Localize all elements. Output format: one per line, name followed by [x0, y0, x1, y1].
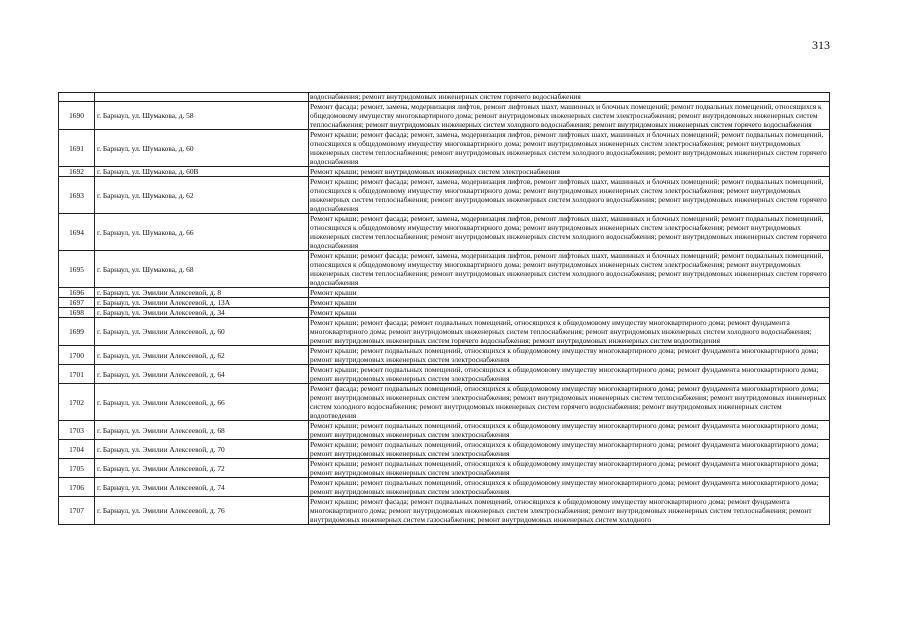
table-row [59, 459, 830, 478]
table-row [59, 167, 830, 177]
address-cell [95, 93, 309, 102]
table-row [59, 298, 830, 308]
table-row [59, 288, 830, 298]
work-types-cell: Ремонт крыши; ремонт внутридомовых инженерных систем электроснабжения [309, 167, 830, 177]
address-cell: г. Барнаул, ул. Эмилии Алексеевой, д. 60 [95, 318, 309, 346]
address-cell: г. Барнаул, ул. Шумакова, д. 66 [95, 214, 309, 251]
row-number-cell: 1691 [59, 130, 95, 167]
work-types-cell: Ремонт крыши; ремонт фасада; ремонт подвальных помещений, относящихся к общедомовому имуществу многоквартирного дома; ремонт фундамента многоквартирного дома; ремонт внутридомовых инженерных систем теплоснабжения; ремонт внутридомовых инженерных систем холодного водоснабжения; ремонт внутридомовых инженерных систем горячего водоснабжения; ремонт внутридомовых инженерных систем водоотведения [309, 318, 830, 346]
address-cell: г. Барнаул, ул. Шумакова, д. 68 [95, 251, 309, 288]
row-number-cell: 1692 [59, 167, 95, 177]
address-cell: г. Барнаул, ул. Эмилии Алексеевой, д. 72 [95, 459, 309, 478]
address-cell: г. Барнаул, ул. Шумакова, д. 58 [95, 102, 309, 130]
work-types-cell: Ремонт фасада; ремонт подвальных помещений, относящихся к общедомовому имуществу многоквартирного дома; ремонт фундамента многоквартирного дома; ремонт внутридомовых инженерных систем электроснабжения; ремонт внутридомовых инженерных систем теплоснабжения; ремонт внутридомовых инженерных систем холодного водоснабжения; ремонт внутридомовых инженерных систем горячего водоснабжения; ремонт внутридомовых инженерных систем водоотведения [309, 384, 830, 421]
row-number-cell: 1702 [59, 384, 95, 421]
row-number-cell: 1690 [59, 102, 95, 130]
address-cell: г. Барнаул, ул. Эмилии Алексеевой, д. 8 [95, 288, 309, 298]
table-row [59, 384, 830, 421]
address-cell: г. Барнаул, ул. Эмилии Алексеевой, д. 34 [95, 308, 309, 318]
row-number-cell: 1703 [59, 421, 95, 440]
table-row [59, 93, 830, 102]
table-row [59, 214, 830, 251]
work-types-cell: водоснабжения; ремонт внутридомовых инженерных систем горячего водоснабжения [309, 93, 830, 102]
work-types-cell: Ремонт крыши; ремонт фасада; ремонт, замена, модернизация лифтов, ремонт лифтовых шахт, машинных и блочных помещений; ремонт подвальных помещений, относящихся к общедомовому имуществу многоквартирного дома; ремонт внутридомовых инженерных систем электроснабжения; ремонт внутридомовых инженерных систем теплоснабжения; ремонт внутридомовых инженерных систем холодного водоснабжения; ремонт внутридомовых инженерных систем горячего водоснабжения [309, 130, 830, 167]
address-cell: г. Барнаул, ул. Эмилии Алексеевой, д. 68 [95, 421, 309, 440]
work-types-cell: Ремонт фасада; ремонт, замена, модернизация лифтов, ремонт лифтовых шахт, машинных и блочных помещений; ремонт подвальных помещений, относящихся к общедомовому имуществу многоквартирного дома; ремонт внутридомовых инженерных систем электроснабжения; ремонт внутридомовых инженерных систем теплоснабжения; ремонт внутридомовых инженерных систем холодного водоснабжения; ремонт внутридомовых инженерных систем горячего водоснабжения [309, 102, 830, 130]
table-row [59, 251, 830, 288]
row-number-cell: 1697 [59, 298, 95, 308]
work-types-cell: Ремонт крыши; ремонт подвальных помещений, относящихся к общедомовому имуществу многоквартирного дома; ремонт фундамента многоквартирного дома; ремонт внутридомовых инженерных систем электроснабжения [309, 421, 830, 440]
table-row [59, 478, 830, 497]
work-types-cell: Ремонт крыши [309, 308, 830, 318]
row-number-cell: 1693 [59, 177, 95, 214]
work-types-cell: Ремонт крыши; ремонт фасада; ремонт, замена, модернизация лифтов, ремонт лифтовых шахт, машинных и блочных помещений; ремонт подвальных помещений, относящихся к общедомовому имуществу многоквартирного дома; ремонт внутридомовых инженерных систем электроснабжения; ремонт внутридомовых инженерных систем теплоснабжения; ремонт внутридомовых инженерных систем холодного водоснабжения; ремонт внутридомовых инженерных систем горячего водоснабжения [309, 214, 830, 251]
table-row [59, 365, 830, 384]
table-row [59, 421, 830, 440]
table-row [59, 497, 830, 525]
address-cell: г. Барнаул, ул. Эмилии Алексеевой, д. 13А [95, 298, 309, 308]
row-number-cell: 1694 [59, 214, 95, 251]
row-number-cell [59, 93, 95, 102]
work-types-cell: Ремонт крыши; ремонт фасада; ремонт, замена, модернизация лифтов, ремонт лифтовых шахт, машинных и блочных помещений; ремонт подвальных помещений, относящихся к общедомовому имуществу многоквартирного дома; ремонт внутридомовых инженерных систем электроснабжения; ремонт внутридомовых инженерных систем теплоснабжения; ремонт внутридомовых инженерных систем холодного водоснабжения; ремонт внутридомовых инженерных систем горячего водоснабжения [309, 251, 830, 288]
table-row [59, 130, 830, 167]
work-types-cell: Ремонт крыши; ремонт подвальных помещений, относящихся к общедомовому имуществу многоквартирного дома; ремонт фундамента многоквартирного дома; ремонт внутридомовых инженерных систем электроснабжения [309, 346, 830, 365]
row-number-cell: 1699 [59, 318, 95, 346]
work-types-cell: Ремонт крыши; ремонт подвальных помещений, относящихся к общедомовому имуществу многоквартирного дома; ремонт фундамента многоквартирного дома; ремонт внутридомовых инженерных систем электроснабжения [309, 478, 830, 497]
row-number-cell: 1695 [59, 251, 95, 288]
work-types-cell: Ремонт крыши; ремонт подвальных помещений, относящихся к общедомовому имуществу многоквартирного дома; ремонт фундамента многоквартирного дома; ремонт внутридомовых инженерных систем электроснабжения [309, 365, 830, 384]
table-row [59, 102, 830, 130]
address-cell: г. Барнаул, ул. Эмилии Алексеевой, д. 62 [95, 346, 309, 365]
address-cell: г. Барнаул, ул. Шумакова, д. 60В [95, 167, 309, 177]
table-row [59, 318, 830, 346]
row-number-cell: 1701 [59, 365, 95, 384]
work-types-cell: Ремонт крыши; ремонт подвальных помещений, относящихся к общедомовому имуществу многоквартирного дома; ремонт фундамента многоквартирного дома; ремонт внутридомовых инженерных систем электроснабжения [309, 459, 830, 478]
table-row [59, 177, 830, 214]
address-cell: г. Барнаул, ул. Шумакова, д. 62 [95, 177, 309, 214]
address-cell: г. Барнаул, ул. Эмилии Алексеевой, д. 74 [95, 478, 309, 497]
registry-body [59, 93, 830, 525]
work-types-cell: Ремонт крыши [309, 298, 830, 308]
table-row [59, 346, 830, 365]
page-number: 313 [812, 38, 830, 52]
row-number-cell: 1698 [59, 308, 95, 318]
address-cell: г. Барнаул, ул. Шумакова, д. 60 [95, 130, 309, 167]
row-number-cell: 1700 [59, 346, 95, 365]
work-types-cell: Ремонт крыши; ремонт фасада; ремонт подвальных помещений, относящихся к общедомовому имуществу многоквартирного дома; ремонт фундамента многоквартирного дома; ремонт внутридомовых инженерных систем электроснабжения; ремонт внутридомовых инженерных систем теплоснабжения; ремонт внутридомовых инженерных систем газоснабжения; ремонт внутридомовых инженерных систем холодного [309, 497, 830, 525]
work-types-cell: Ремонт крыши; ремонт подвальных помещений, относящихся к общедомовому имуществу многоквартирного дома; ремонт фундамента многоквартирного дома; ремонт внутридомовых инженерных систем электроснабжения [309, 440, 830, 459]
work-types-cell: Ремонт крыши; ремонт фасада; ремонт, замена, модернизация лифтов, ремонт лифтовых шахт, машинных и блочных помещений; ремонт подвальных помещений, относящихся к общедомовому имуществу многоквартирного дома; ремонт внутридомовых инженерных систем электроснабжения; ремонт внутридомовых инженерных систем теплоснабжения; ремонт внутридомовых инженерных систем холодного водоснабжения; ремонт внутридомовых инженерных систем горячего водоснабжения [309, 177, 830, 214]
row-number-cell: 1704 [59, 440, 95, 459]
repair-registry-table [58, 92, 830, 525]
table-row [59, 440, 830, 459]
address-cell: г. Барнаул, ул. Эмилии Алексеевой, д. 64 [95, 365, 309, 384]
address-cell: г. Барнаул, ул. Эмилии Алексеевой, д. 66 [95, 384, 309, 421]
address-cell: г. Барнаул, ул. Эмилии Алексеевой, д. 70 [95, 440, 309, 459]
row-number-cell: 1696 [59, 288, 95, 298]
address-cell: г. Барнаул, ул. Эмилии Алексеевой, д. 76 [95, 497, 309, 525]
row-number-cell: 1707 [59, 497, 95, 525]
row-number-cell: 1706 [59, 478, 95, 497]
work-types-cell: Ремонт крыши [309, 288, 830, 298]
row-number-cell: 1705 [59, 459, 95, 478]
table-row [59, 308, 830, 318]
